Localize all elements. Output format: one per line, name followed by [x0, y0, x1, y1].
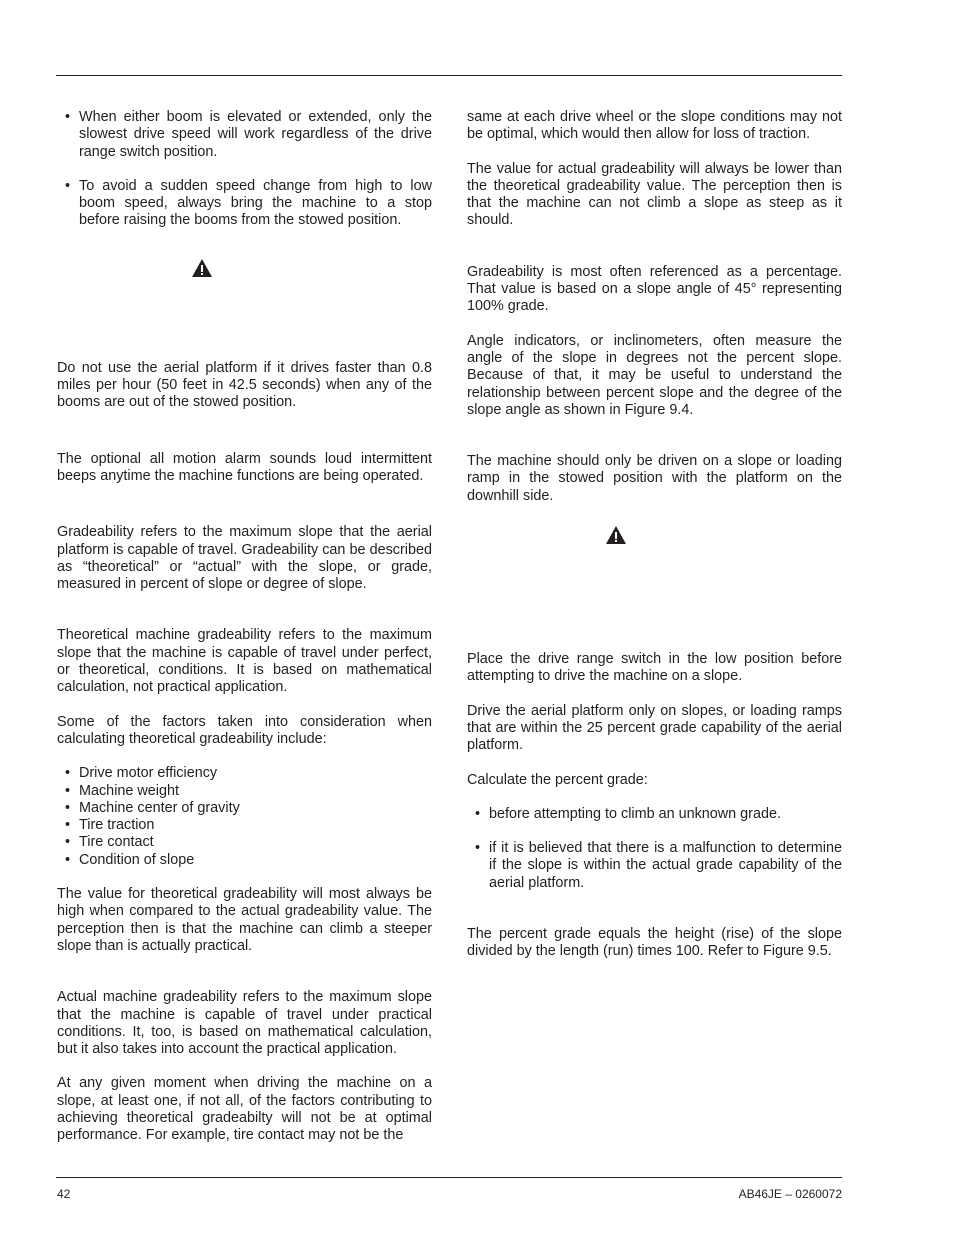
percentage-paragraph: Gradeability is most often referenced as a percentage. That value is based on a slope angle of 45° representing 100% grade. — [467, 263, 842, 315]
calculate-paragraph: Calculate the percent grade: — [467, 771, 648, 788]
boom-speed-bullets — [57, 109, 432, 230]
drive-only-paragraph: Drive the aerial platform only on slopes, or loading ramps that are within the 25 percent grade capability of the aerial platform. — [467, 702, 842, 754]
warning-block — [467, 525, 842, 547]
warning-triangle-icon — [605, 525, 627, 545]
warning-block — [57, 258, 432, 280]
calc-bullets — [467, 806, 842, 892]
actual-value-paragraph: The value for actual gradeability will always be lower than the theoretical gradeability value. The perception then is that the machine can not climb a slope as steep as it should. — [467, 160, 842, 229]
actual-paragraph: Actual machine gradeability refers to the maximum slope that the machine is capable of travel under practical conditions. It, too, is based on mathematical calculation, but it also takes into account the practical application. — [57, 989, 432, 1058]
factors-list — [57, 765, 432, 869]
list-item: • To avoid a sudden speed change from high to low boom speed, always bring the machine to a stop before raising the booms from the stowed position. — [65, 177, 432, 229]
factors-paragraph: Some of the factors taken into consideration when calculating theoretical gradeability include: — [57, 713, 432, 747]
header-rule — [56, 75, 842, 76]
document-id: AB46JE – 0260072 — [738, 1187, 842, 1201]
list-item: • before attempting to climb an unknown grade. — [475, 805, 781, 822]
footer-rule — [56, 1177, 842, 1178]
low-position-paragraph: Place the drive range switch in the low position before attempting to drive the machine on a slope. — [467, 651, 842, 685]
left-column — [57, 109, 432, 1145]
formula-paragraph: The percent grade equals the height (rise) of the slope divided by the length (run) times 100. Refer to Figure 9.5. — [467, 926, 842, 960]
list-item: • if it is believed that there is a malfunction to determine if the slope is within the actual grade capability of the aerial platform. — [475, 840, 842, 891]
list-item: • Condition of slope — [65, 851, 195, 868]
list-item: • Drive motor efficiency — [65, 765, 218, 782]
list-item: • Machine center of gravity — [65, 799, 240, 816]
alarm-paragraph: The optional all motion alarm sounds loud intermittent beeps anytime the machine functions are being operated. — [57, 450, 432, 484]
list-item: • Tire contact — [65, 834, 154, 851]
theoretical-paragraph: Theoretical machine gradeability refers to the maximum slope that the machine is capable of travel under perfect, or theoretical, conditions. It is based on mathematical calculation, not practical application. — [57, 627, 432, 696]
warning-triangle-icon — [191, 258, 213, 278]
drive-speed-paragraph: Do not use the aerial platform if it drives faster than 0.8 miles per hour (50 feet in 42.5 seconds) when any of the booms are out of the stowed position. — [57, 359, 432, 411]
any-moment-paragraph: At any given moment when driving the machine on a slope, at least one, if not all, of the factors contributing to achieving theoretical gradeabilty will not be at optimal performance. For example, tire contact may not be the — [57, 1075, 432, 1144]
indicators-paragraph: Angle indicators, or inclinometers, often measure the angle of the slope in degrees not the percent slope. Because of that, it may be useful to understand the relationship between percent slope and the degree of the slope angle as shown in Figure 9.4. — [467, 332, 842, 418]
continued-paragraph: same at each drive wheel or the slope conditions may not be optimal, which would then allow for loss of traction. — [467, 109, 842, 143]
theoretical-value-paragraph: The value for theoretical gradeability will most always be high when compared to the actual gradeability value. The perception then is that the machine can climb a steeper slope than is actually practical. — [57, 886, 432, 954]
stowed-paragraph: The machine should only be driven on a slope or loading ramp in the stowed position with the platform on the downhill side. — [467, 453, 842, 504]
page-number: 42 — [57, 1187, 71, 1201]
list-item: • When either boom is elevated or extended, only the slowest drive speed will work regardless of the drive range switch position. — [65, 109, 432, 160]
gradeability-paragraph: Gradeability refers to the maximum slope that the aerial platform is capable of travel. Gradeability can be described as “theoretical” or “actual” with the slope, or grade, measured in percent of slope or degree of slope. — [57, 524, 432, 593]
list-item: • Machine weight — [65, 782, 179, 799]
right-column — [467, 109, 842, 961]
list-item: • Tire traction — [65, 817, 155, 834]
